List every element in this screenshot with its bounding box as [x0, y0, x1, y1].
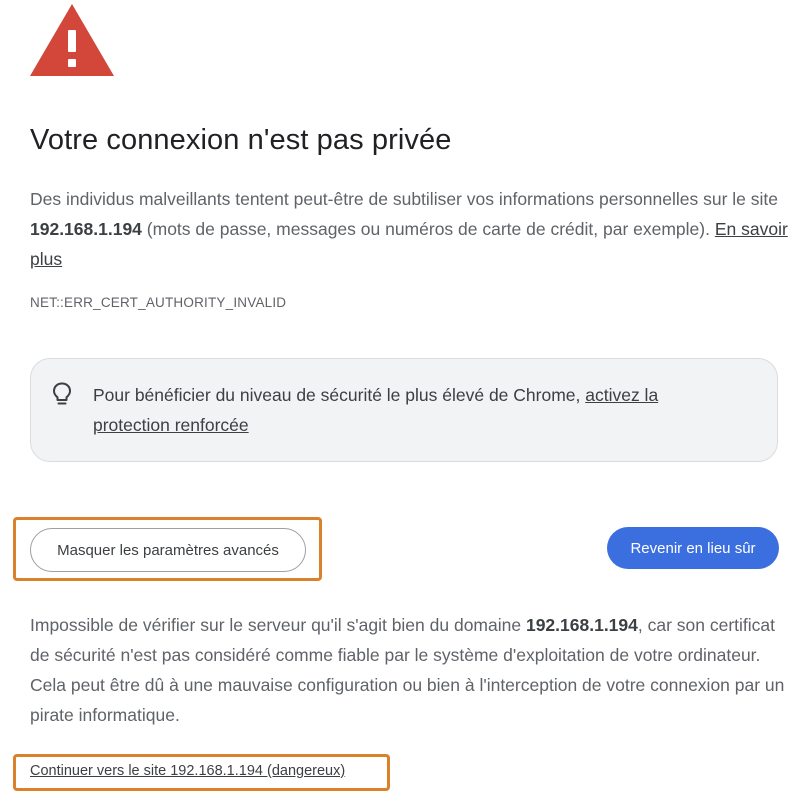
intro-text-start: Des individus malveillants tentent peut-être de subtiliser vos informations personnelles sur le site [30, 189, 779, 209]
back-to-safety-button[interactable]: Revenir en lieu sûr [607, 527, 779, 569]
intro-text-end: (mots de passe, messages ou numéros de carte de crédit, par exemple). [141, 219, 715, 239]
hide-advanced-button[interactable]: Masquer les paramètres avancés [30, 528, 306, 572]
error-code: NET::ERR_CERT_AUTHORITY_INVALID [30, 295, 287, 310]
lightbulb-icon [51, 382, 73, 406]
page-title: Votre connexion n'est pas privée [30, 124, 452, 156]
learn-more-link[interactable]: En savoir plus [30, 219, 788, 269]
warning-triangle-icon [30, 4, 114, 76]
enhanced-protection-link[interactable]: activez la protection renforcée [93, 385, 659, 435]
proceed-unsafe-link[interactable]: Continuer vers le site 192.168.1.194 (dangereux) [30, 763, 346, 779]
enhanced-protection-tip [30, 358, 778, 462]
details-host: 192.168.1.194 [525, 615, 638, 635]
tip-text-start: Pour bénéficier du niveau de sécurité le plus élevé de Chrome, [93, 385, 586, 405]
intro-host: 192.168.1.194 [30, 219, 142, 239]
intro-paragraph [30, 184, 790, 274]
details-text-start: Impossible de vérifier sur le serveur qu'il s'agit bien du domaine [30, 615, 526, 635]
details-paragraph [30, 610, 790, 730]
tip-text [93, 380, 733, 440]
details-text-end: , car son certificat de sécurité n'est pas considéré comme fiable par le système d'exploitation de votre ordinateur. Cela peut être dû à une mauvaise configuration ou bien à l'interception de votre connexion par un pirate informatique. [30, 615, 785, 725]
